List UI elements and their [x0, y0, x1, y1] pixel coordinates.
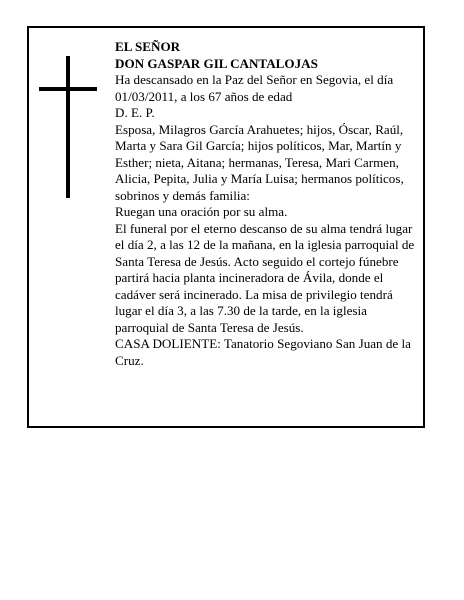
funeral-details: El funeral por el eterno descanso de su alma tendrá lugar el día 2, a las 12 de la mañana, en la iglesia parroquial de Santa Teresa de Jesús. Acto seguido el cortejo fúnebre partirá hacia planta incineradora de Ávila, donde el cadáver será incinerado. La misa de privilegio tendrá lugar el día 3, a las 7.30 de la tarde, en la iglesia parroquial de Santa Teresa de Jesús.	[115, 220, 415, 335]
prayer-request: Ruegan una oración por su alma.	[115, 204, 288, 219]
obituary-text	[115, 39, 421, 369]
cross-icon	[39, 56, 97, 198]
cross-vertical-bar	[66, 56, 70, 198]
mourning-house: CASA DOLIENTE: Tanatorio Segoviano San Juan de la Cruz.	[115, 336, 411, 368]
title-line-1: EL SEÑOR	[115, 39, 181, 54]
rip-line: D. E. P.	[115, 105, 155, 120]
cross-horizontal-bar	[39, 87, 97, 91]
death-announcement: Ha descansado en la Paz del Señor en Segovia, el día 01/03/2011, a los 67 años de edad	[115, 72, 394, 104]
family-list: Esposa, Milagros García Arahuetes; hijos, Óscar, Raúl, Marta y Sara Gil García; hijos políticos, Mar, Martín y Esther; nieta, Aitana; hermanas, Teresa, Mari Carmen, Alicia, Pepita, Julia y María Luisa; hermanos políticos, sobrinos y demás familia:	[115, 121, 404, 203]
obituary-notice	[27, 26, 425, 428]
deceased-name: DON GASPAR GIL CANTALOJAS	[115, 55, 318, 71]
